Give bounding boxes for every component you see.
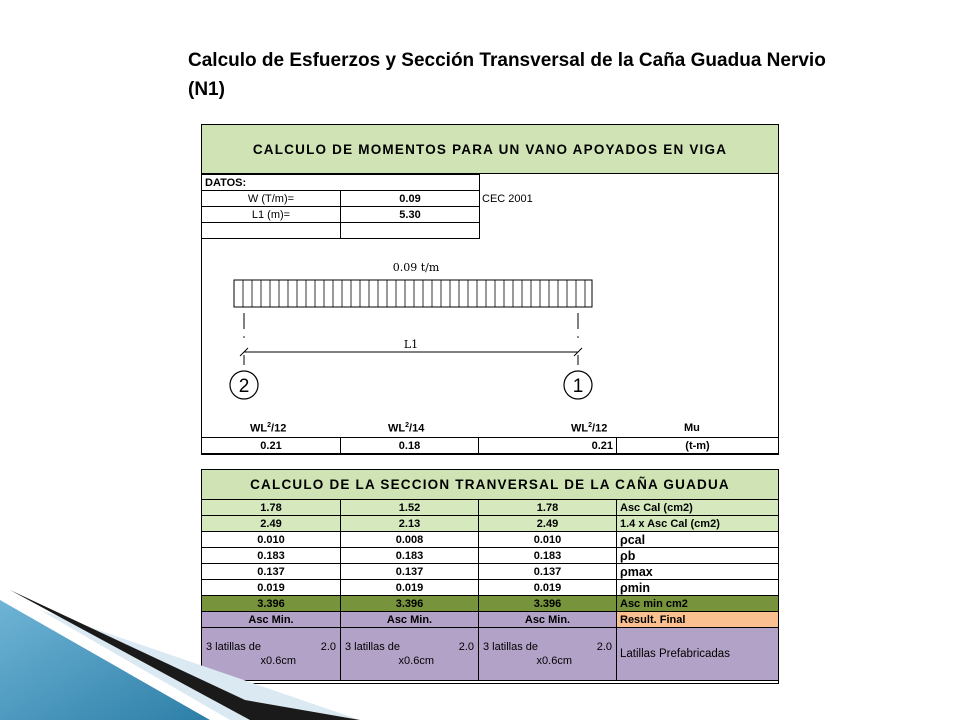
final-label: Latillas Prefabricadas <box>617 628 779 681</box>
result-header-2: $WL^2/14$ <box>388 422 425 435</box>
cell: 1.52 <box>341 500 479 516</box>
span-label: L1 <box>403 338 419 351</box>
cell: 0.137 <box>479 564 617 580</box>
datos-label: DATOS: <box>202 175 480 191</box>
cell: 0.010 <box>202 532 341 548</box>
cell: 3.396 <box>479 596 617 612</box>
cell: 3.396 <box>341 596 479 612</box>
cell: Asc Min. <box>479 612 617 628</box>
cell: 0.019 <box>202 580 341 596</box>
cell: 0.183 <box>479 548 617 564</box>
final-cell: 3 latillas de 2.0 x0.6cm <box>341 628 479 681</box>
row-label: Result. Final <box>617 612 779 628</box>
results-table <box>201 437 779 454</box>
row-label: ρmin <box>617 580 779 596</box>
load-label: 0.09 t/m <box>392 261 440 274</box>
moments-panel <box>201 124 779 455</box>
cell: 1.78 <box>479 500 617 516</box>
cell: 1.78 <box>202 500 341 516</box>
cell: 2.13 <box>341 516 479 532</box>
node-2-label: 2 <box>238 376 250 397</box>
cell: 3.396 <box>202 596 341 612</box>
cell: 0.019 <box>341 580 479 596</box>
cell: Asc Min. <box>341 612 479 628</box>
final-cell: 3 latillas de 2.0 x0.6cm <box>479 628 617 681</box>
final-cell: 3 latillas de 2.0 x0.6cm <box>202 628 341 681</box>
cell: 0.019 <box>479 580 617 596</box>
section-header: CALCULO DE LA SECCION TRANVERSAL DE LA CAÑA GUADUA <box>202 470 778 500</box>
row-label: Asc Cal (cm2) <box>617 500 779 516</box>
slide-accent <box>0 580 360 720</box>
result-header-3: $WL^2/12$ <box>571 422 608 435</box>
w-value: 0.09 <box>341 191 480 207</box>
moments-header: CALCULO DE MOMENTOS PARA UN VANO APOYADOS EN VIGA <box>202 125 778 174</box>
w-note: CEC 2001 <box>482 193 533 205</box>
result-unit: (t-m) <box>617 438 779 454</box>
empty-cell <box>202 223 341 239</box>
row-label: Asc min cm2 <box>617 596 779 612</box>
result-header-mu: Mu <box>684 422 700 434</box>
cell: Asc Min. <box>202 612 341 628</box>
beam-diagram <box>202 255 778 405</box>
cell: 0.183 <box>341 548 479 564</box>
result-value: 0.21 <box>479 438 617 454</box>
cell: 0.183 <box>202 548 341 564</box>
page-title: Calculo de Esfuerzos y Sección Transversal de la Caña Guadua Nervio (N1) <box>188 50 826 100</box>
result-header-1: $WL^2/12$ <box>250 422 287 435</box>
row-label: ρb <box>617 548 779 564</box>
result-value: 0.21 <box>202 438 341 454</box>
row-label: ρcal <box>617 532 779 548</box>
cell: 2.49 <box>202 516 341 532</box>
empty-cell <box>341 223 480 239</box>
datos-table <box>201 174 480 239</box>
w-label: W (T/m)= <box>202 191 341 207</box>
result-value: 0.18 <box>341 438 479 454</box>
node-1-label: 1 <box>572 376 584 397</box>
cell: 0.137 <box>341 564 479 580</box>
l1-value: 5.30 <box>341 207 480 223</box>
row-label: 1.4 x Asc Cal (cm2) <box>617 516 779 532</box>
cell: 0.010 <box>479 532 617 548</box>
cell: 0.008 <box>341 532 479 548</box>
l1-label: L1 (m)= <box>202 207 341 223</box>
cell: 0.137 <box>202 564 341 580</box>
load-hatch <box>243 280 585 307</box>
cell: 2.49 <box>479 516 617 532</box>
row-label: ρmax <box>617 564 779 580</box>
